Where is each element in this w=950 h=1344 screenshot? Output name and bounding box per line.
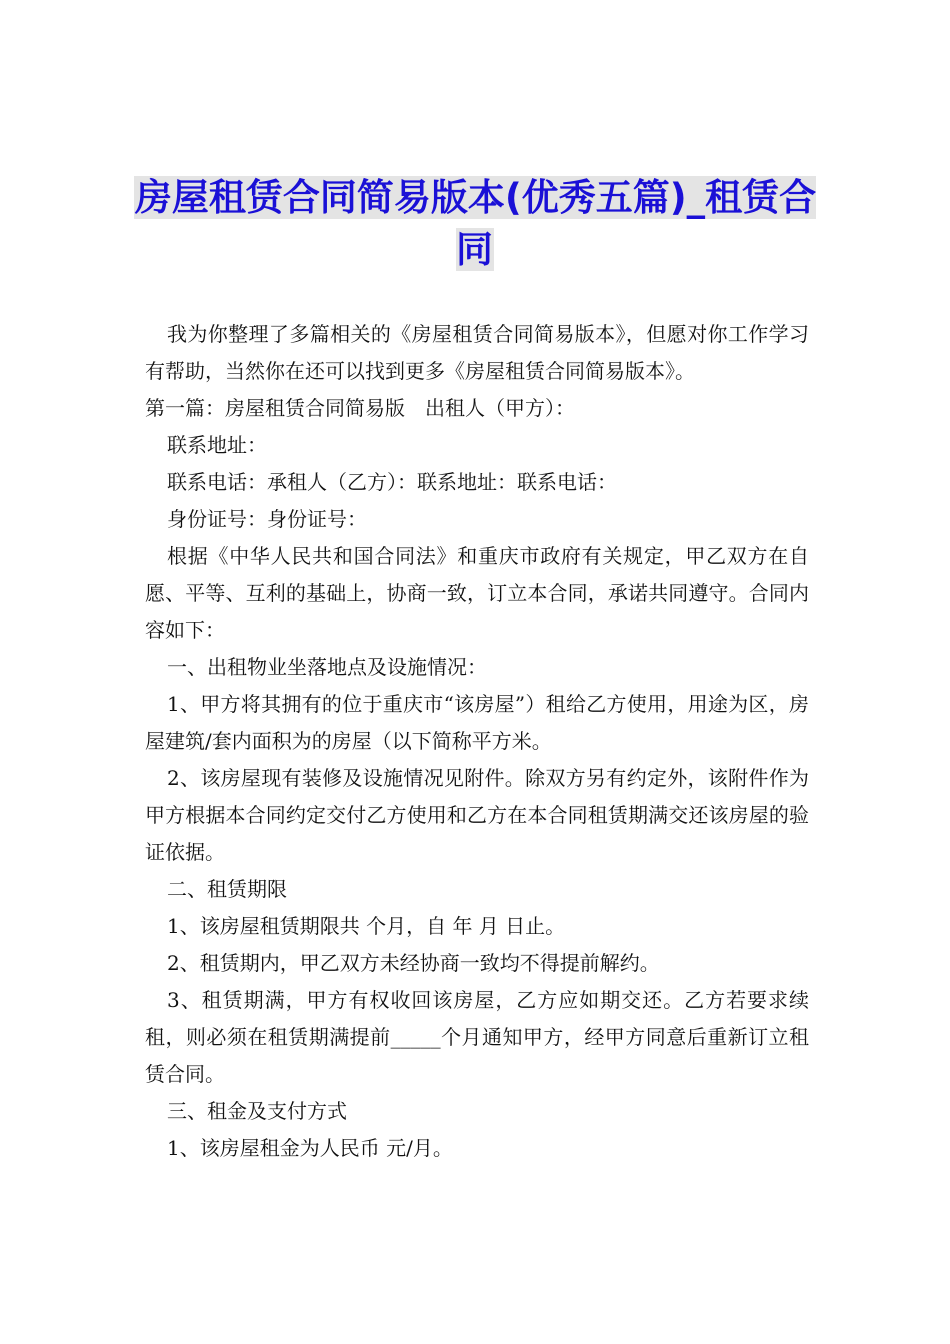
document-body <box>145 316 809 1167</box>
clause-2-3: 3、租赁期满，甲方有权收回该房屋，乙方应如期交还。乙方若要求续租，则必须在租赁期满提前_____个月通知甲方，经甲方同意后重新订立租赁合同。 <box>145 988 809 1086</box>
paragraph-legal-basis: 根据《中华人民共和国合同法》和重庆市政府有关规定，甲乙双方在自愿、平等、互利的基础上，协商一致，订立本合同，承诺共同遵守。合同内容如下： <box>145 544 809 642</box>
section-heading-1: 一、出租物业坐落地点及设施情况： <box>167 655 487 679</box>
document-title-text: 房屋租赁合同简易版本(优秀五篇)_租赁合同 <box>134 176 817 271</box>
paragraph-intro: 我为你整理了多篇相关的《房屋租赁合同简易版本》，但愿对你工作学习有帮助，当然你在还可以找到更多《房屋租赁合同简易版本》。 <box>145 322 809 383</box>
section-heading-2: 二、租赁期限 <box>167 877 287 901</box>
document-title <box>130 172 820 276</box>
paragraph-chapter-heading: 第一篇：房屋租赁合同简易版 出租人（甲方）： <box>145 396 575 420</box>
paragraph-contact-address: 联系地址： <box>167 433 267 457</box>
clause-3-1: 1、该房屋租金为人民币 元/月。 <box>167 1136 453 1160</box>
clause-1-2: 2、该房屋现有装修及设施情况见附件。除双方另有约定外，该附件作为甲方根据本合同约定交付乙方使用和乙方在本合同租赁期满交还该房屋的验证依据。 <box>145 766 809 864</box>
paragraph-contact-phone: 联系电话：承租人（乙方）：联系地址：联系电话： <box>167 470 617 494</box>
clause-2-1: 1、该房屋租赁期限共 个月，自 年 月 日止。 <box>167 914 566 938</box>
paragraph-id-number: 身份证号：身份证号： <box>167 507 367 531</box>
clause-1-1: 1、甲方将其拥有的位于重庆市“该房屋”）租给乙方使用，用途为区，房屋建筑/套内面积为的房屋（以下简称平方米。 <box>145 692 809 753</box>
clause-2-2: 2、租赁期内，甲乙双方未经协商一致均不得提前解约。 <box>167 951 660 975</box>
section-heading-3: 三、租金及支付方式 <box>167 1099 347 1123</box>
